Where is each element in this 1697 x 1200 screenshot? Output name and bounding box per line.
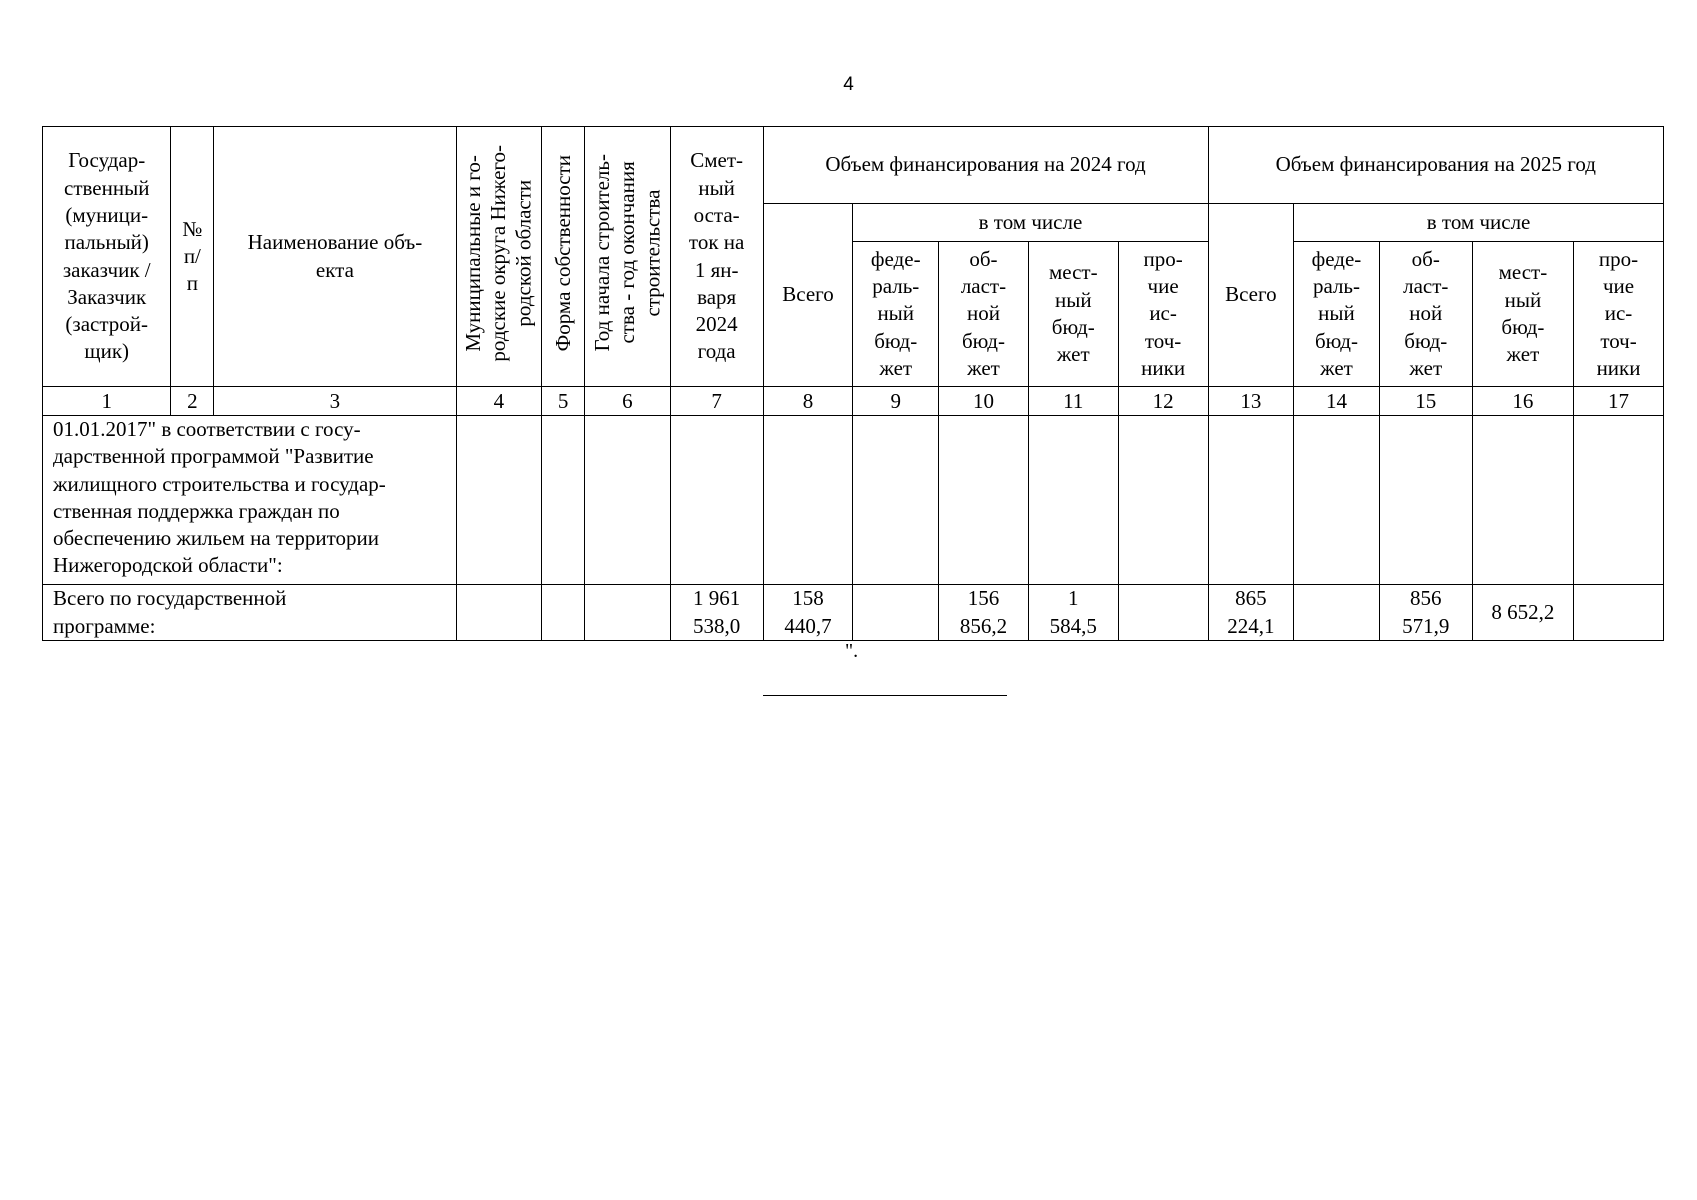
- column-number: 17: [1574, 387, 1664, 416]
- header-federal-2025: феде- раль- ный бюд- жет: [1294, 242, 1380, 387]
- empty-cell: [670, 416, 763, 585]
- empty-cell: [585, 585, 671, 641]
- column-number: 14: [1294, 387, 1380, 416]
- empty-cell: [542, 585, 585, 641]
- continuation-row: [43, 416, 1664, 585]
- column-number: 8: [763, 387, 853, 416]
- total-estimated-balance: 1 961 538,0: [670, 585, 763, 641]
- total-row-label: Всего по государственной программе:: [43, 585, 457, 641]
- column-number: 7: [670, 387, 763, 416]
- column-number: 2: [171, 387, 214, 416]
- column-number: 1: [43, 387, 171, 416]
- empty-cell: [1028, 416, 1118, 585]
- header-ownership-form: [542, 127, 585, 387]
- header-ownership-form-text: Форма собственности: [550, 154, 575, 352]
- empty-cell: [456, 416, 542, 585]
- local-2024-value: 1 584,5: [1028, 585, 1118, 641]
- empty-cell: [853, 416, 939, 585]
- header-row-number: № п/ п: [171, 127, 214, 387]
- empty-cell: [542, 416, 585, 585]
- header-regional-2024: об- ласт- ной бюд- жет: [939, 242, 1029, 387]
- header-total-2025: Всего: [1208, 204, 1294, 387]
- closing-rule: [763, 695, 1007, 696]
- empty-cell: [939, 416, 1029, 585]
- empty-cell: [456, 585, 542, 641]
- header-local-2024: мест- ный бюд- жет: [1028, 242, 1118, 387]
- header-estimated-balance: Смет- ный оста- ток на 1 ян- варя 2024 года: [670, 127, 763, 387]
- empty-cell: [1472, 416, 1573, 585]
- column-number: 15: [1379, 387, 1472, 416]
- header-local-2025: мест- ный бюд- жет: [1472, 242, 1573, 387]
- continuation-text: 01.01.2017" в соответствии с госу- дарственной программой "Развитие жилищного строительства и государ- ственная поддержка граждан по обеспечению жильем на территории Нижегородской области":: [43, 416, 457, 585]
- regional-2024-value: 156 856,2: [939, 585, 1029, 641]
- header-federal-2024: феде- раль- ный бюд- жет: [853, 242, 939, 387]
- empty-cell: [1118, 416, 1208, 585]
- column-number: 12: [1118, 387, 1208, 416]
- column-number: 3: [214, 387, 456, 416]
- empty-cell: [1379, 416, 1472, 585]
- header-municipal-districts-text: Муниципальные и го- родские округа Нижего- родской области: [461, 144, 536, 362]
- header-municipal-districts: [456, 127, 542, 387]
- regional-2025-value: 856 571,9: [1379, 585, 1472, 641]
- total-2025: 865 224,1: [1208, 585, 1294, 641]
- total-2024: 158 440,7: [763, 585, 853, 641]
- header-including-2025: в том числе: [1294, 204, 1664, 242]
- header-financing-2024: Объем финансирования на 2024 год: [763, 127, 1208, 204]
- column-number-row: [43, 387, 1664, 416]
- header-total-2024: Всего: [763, 204, 853, 387]
- column-number: 11: [1028, 387, 1118, 416]
- header-object-name: Наименование объ- екта: [214, 127, 456, 387]
- empty-cell: [763, 416, 853, 585]
- column-number: 4: [456, 387, 542, 416]
- column-number: 5: [542, 387, 585, 416]
- column-number: 13: [1208, 387, 1294, 416]
- header-regional-2025: об- ласт- ной бюд- жет: [1379, 242, 1472, 387]
- empty-cell: [1574, 416, 1664, 585]
- other-2024-value: [1118, 585, 1208, 641]
- header-customer: Государ- ственный (муници- пальный) заказчик / Заказчик (застрой- щик): [43, 127, 171, 387]
- total-row: [43, 585, 1664, 641]
- empty-cell: [1208, 416, 1294, 585]
- other-2025-value: [1574, 585, 1664, 641]
- header-financing-2025: Объем финансирования на 2025 год: [1208, 127, 1663, 204]
- financing-table: [42, 126, 1664, 641]
- column-number: 6: [585, 387, 671, 416]
- header-construction-years: [585, 127, 671, 387]
- header-including-2024: в том числе: [853, 204, 1208, 242]
- column-number: 10: [939, 387, 1029, 416]
- closing-quote-mark: ".: [845, 640, 859, 662]
- page-number: 4: [843, 74, 854, 95]
- column-number: 16: [1472, 387, 1573, 416]
- header-construction-years-text: Год начала строитель- ства - год окончания строительства: [589, 154, 664, 352]
- empty-cell: [585, 416, 671, 585]
- column-number: 9: [853, 387, 939, 416]
- header-other-2025: про- чие ис- точ- ники: [1574, 242, 1664, 387]
- federal-2024-value: [853, 585, 939, 641]
- empty-cell: [1294, 416, 1380, 585]
- header-other-2024: про- чие ис- точ- ники: [1118, 242, 1208, 387]
- local-2025-value: 8 652,2: [1472, 585, 1573, 641]
- federal-2025-value: [1294, 585, 1380, 641]
